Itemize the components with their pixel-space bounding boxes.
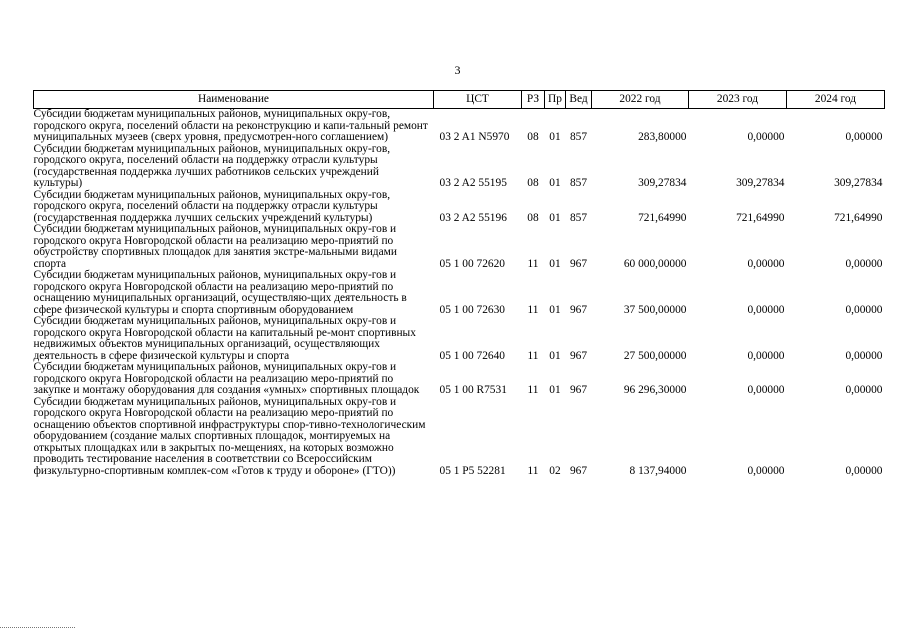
row-ved: 967 [569, 464, 588, 477]
row-rz: 11 [527, 464, 539, 477]
row-2022: 27 500,00000 [623, 349, 687, 362]
table-row [34, 362, 885, 397]
row-2024: 0,00000 [845, 384, 883, 396]
table-row [34, 270, 885, 316]
row-name: Субсидии бюджетам муниципальных районов, муниципальных окру-гов и городского округа Новгородской области на реализацию меро-приятий по оснащению муниципальных организаций, осуществляю-щих деятельность в сфере физической культуры и спорта спортивным оборудованием [33, 269, 407, 316]
row-cst: 03 2 A2 55195 [439, 177, 507, 189]
header-pr: Пр [545, 91, 566, 109]
row-2022: 721,64990 [638, 211, 687, 224]
row-2024: 309,27834 [834, 177, 883, 189]
row-name: Субсидии бюджетам муниципальных районов, муниципальных окру-гов, городского округа, поселений области на поддержку отрасли культуры (государственная поддержка лучших работников сельских учреждений культуры) [33, 142, 391, 189]
row-2023: 0,00000 [747, 464, 785, 477]
row-rz: 11 [527, 303, 539, 316]
table-row [34, 190, 885, 225]
footer-divider [0, 627, 75, 628]
header-2024: 2024 год [787, 91, 885, 109]
row-2022: 96 296,30000 [623, 384, 687, 396]
row-name: Субсидии бюджетам муниципальных районов, муниципальных окру-гов и городского округа Новгородской области на реализацию меро-приятий по обустройству спортивных площадок для занятия экстре-мальными видами спорта [33, 223, 397, 270]
row-rz: 08 [527, 131, 539, 143]
row-pr: 01 [549, 384, 561, 396]
row-ved: 857 [569, 131, 588, 143]
row-ved: 857 [569, 211, 588, 224]
row-cst: 05 1 00 R7531 [439, 384, 507, 396]
row-cst: 03 2 A1 N5970 [439, 131, 510, 143]
header-2022: 2022 год [592, 91, 689, 109]
row-2024: 0,00000 [845, 349, 883, 362]
budget-table [33, 90, 885, 477]
row-cst: 05 1 00 72640 [439, 349, 505, 362]
header-cst: ЦСТ [434, 91, 522, 109]
table-row [34, 316, 885, 362]
table-row [34, 397, 885, 478]
row-ved: 967 [569, 257, 588, 270]
row-ved: 857 [569, 177, 588, 189]
table-header-row [34, 91, 885, 109]
header-name: Наименование [34, 91, 434, 109]
row-2024: 0,00000 [845, 131, 883, 143]
row-2022: 60 000,00000 [623, 257, 687, 270]
row-cst: 03 2 A2 55196 [439, 211, 507, 224]
row-2023: 0,00000 [747, 349, 785, 362]
row-cst: 05 1 P5 52281 [439, 464, 506, 477]
row-2024: 0,00000 [845, 257, 883, 270]
table-row [34, 109, 885, 144]
row-pr: 01 [549, 257, 561, 270]
row-2024: 0,00000 [845, 464, 883, 477]
row-pr: 02 [549, 464, 561, 477]
row-2022: 309,27834 [638, 177, 687, 189]
row-name: Субсидии бюджетам муниципальных районов, муниципальных окру-гов и городского округа Новгородской области на реализацию меро-приятий по закупке и монтажу оборудования для создания «умных» спортивных площадок [33, 361, 420, 396]
row-name: Субсидии бюджетам муниципальных районов, муниципальных окру-гов и городского округа Новгородской области на реализацию меро-приятий по оснащению объектов спортивной инфраструктуры спор-тивно-технологическим оборудованием (создание малых спортивных площадок, монтируемых на открытых площадках или в закрытых по-мещениях, на которых возможно проводить тестирование населения в соответствии со Всероссийским физкультурно-спортивным комплек-сом «Готов к труду и обороне» (ГТО)) [33, 395, 426, 477]
row-2022: 37 500,00000 [623, 303, 687, 316]
row-2022: 8 137,94000 [629, 464, 687, 477]
row-cst: 05 1 00 72620 [439, 257, 505, 270]
row-2023: 0,00000 [747, 384, 785, 396]
header-ved: Вед [566, 91, 592, 109]
row-name: Субсидии бюджетам муниципальных районов, муниципальных окру-гов, городского округа, поселений области на реконструкцию и капи-тальный ремонт муниципальных музеев (сверх уровня, предусмотрен-ного соглашением) [33, 108, 428, 143]
row-2023: 0,00000 [747, 131, 785, 143]
row-rz: 08 [527, 177, 539, 189]
row-name: Субсидии бюджетам муниципальных районов, муниципальных окру-гов, городского округа, поселений области на поддержку отрасли культуры (государственная поддержка лучших сельских учреждений культуры) [33, 188, 391, 224]
row-2023: 0,00000 [747, 303, 785, 316]
table-row [34, 144, 885, 190]
row-ved: 967 [569, 349, 588, 362]
row-pr: 01 [549, 303, 561, 316]
header-rz: РЗ [522, 91, 545, 109]
row-rz: 08 [527, 211, 539, 224]
row-rz: 11 [527, 384, 539, 396]
row-name: Субсидии бюджетам муниципальных районов, муниципальных окру-гов и городского округа Новгородской области на капитальный ре-монт спортивных недвижимых объектов муниципальных организаций, осуществляющих деятельность в сфере физической культуры и спорта [33, 315, 416, 362]
header-2023: 2023 год [689, 91, 787, 109]
row-2022: 283,80000 [638, 131, 687, 143]
row-2023: 0,00000 [747, 257, 785, 270]
row-cst: 05 1 00 72630 [439, 303, 505, 316]
row-ved: 967 [569, 384, 588, 396]
row-2023: 721,64990 [736, 211, 785, 224]
row-2024: 0,00000 [845, 303, 883, 316]
row-pr: 01 [549, 131, 561, 143]
row-pr: 01 [549, 349, 561, 362]
page-number: 3 [454, 63, 461, 77]
row-pr: 01 [549, 211, 561, 224]
row-pr: 01 [549, 177, 561, 189]
row-2023: 309,27834 [736, 177, 785, 189]
table-row [34, 224, 885, 270]
row-ved: 967 [569, 303, 588, 316]
row-2024: 721,64990 [834, 211, 883, 224]
row-rz: 11 [527, 257, 539, 270]
row-rz: 11 [527, 349, 539, 362]
